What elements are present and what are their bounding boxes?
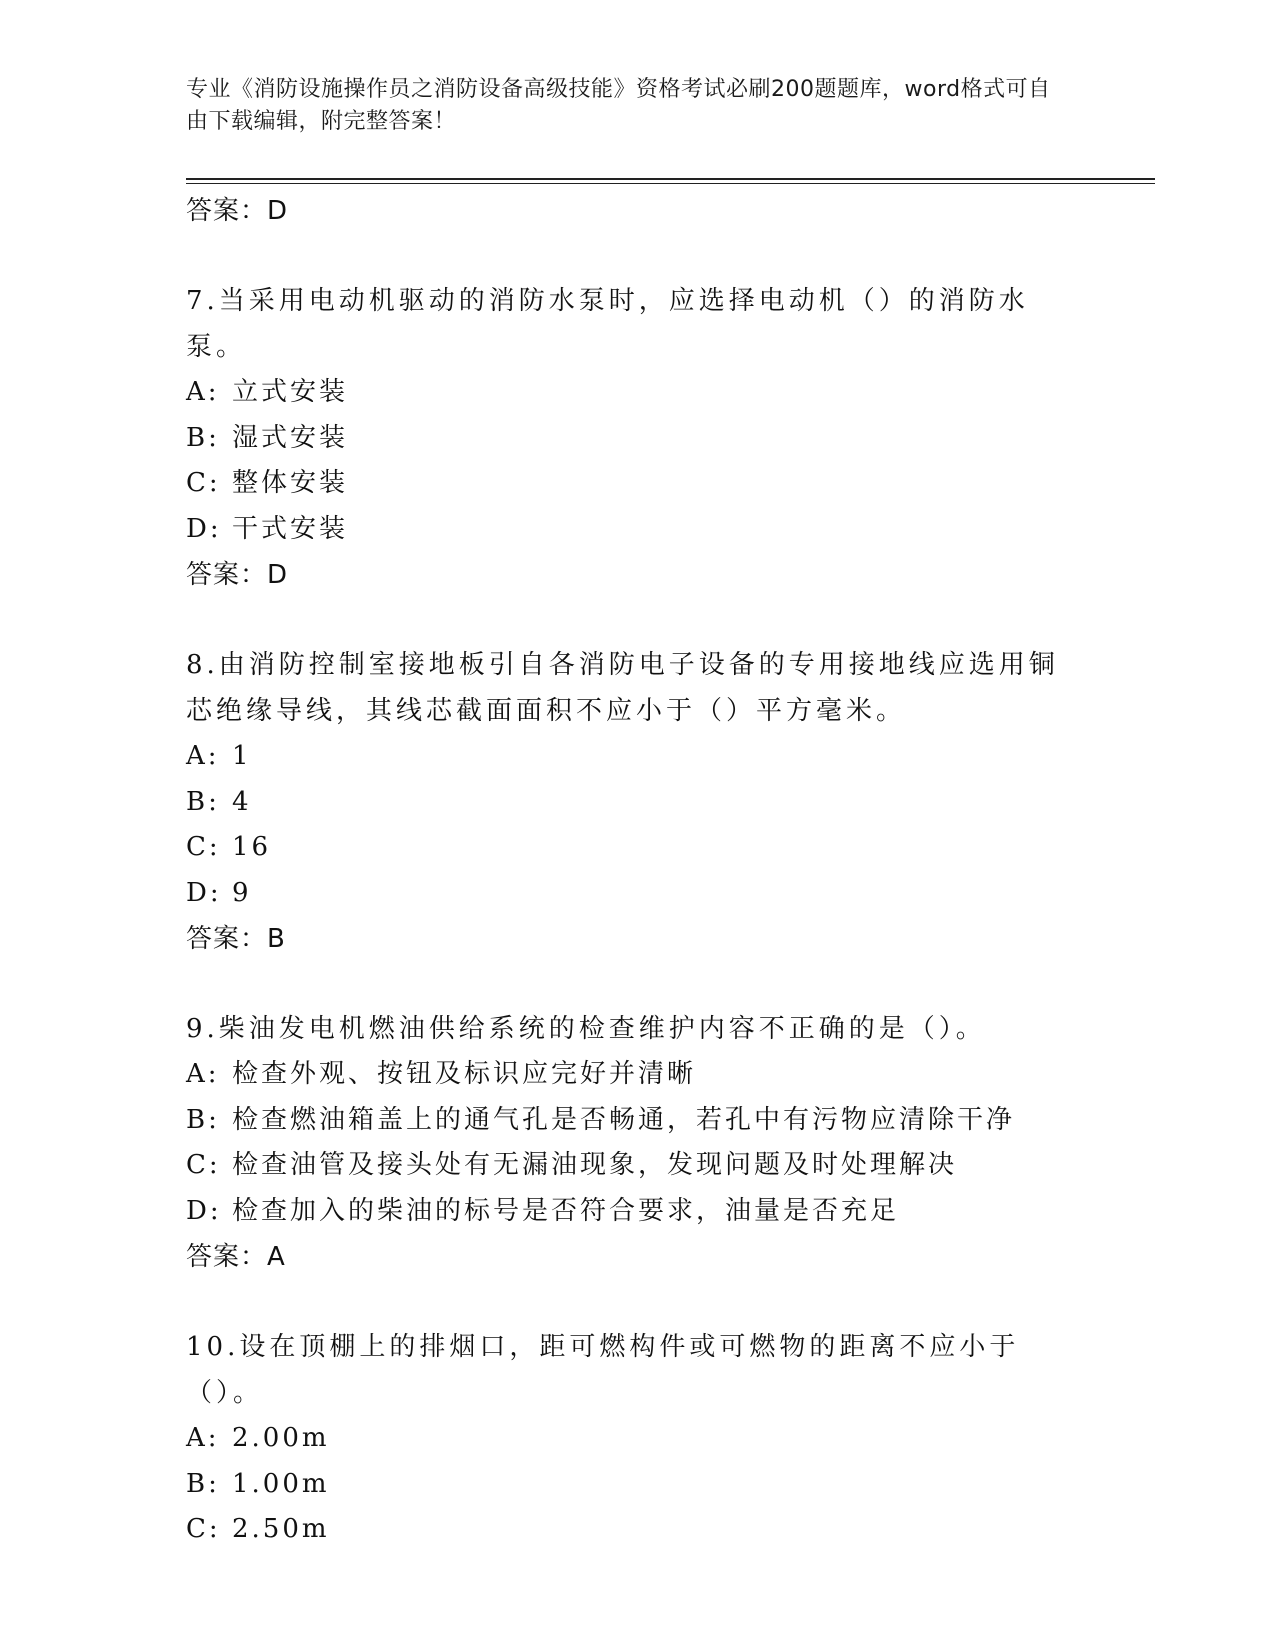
option-key: D:	[186, 513, 222, 544]
option-text: 检查加入的柴油的标号是否符合要求，油量是否充足	[232, 1195, 900, 1226]
option-key: B:	[186, 1468, 220, 1499]
option-key: D:	[186, 877, 222, 908]
option-text: 检查外观、按钮及标识应完好并清晰	[232, 1059, 697, 1089]
question-text: 8.由消防控制室接地板引自各消防电子设备的专用接地线应选用铜芯绝缘导线，其线芯截面面积不应小于（）平方毫米。	[186, 650, 1059, 726]
option-text: 2.50m	[232, 1514, 330, 1544]
option-c	[186, 1143, 1086, 1189]
option-b	[186, 1462, 1086, 1508]
option-text: 整体安装	[232, 468, 349, 498]
question-text: 9.柴油发电机燃油供给系统的检查维护内容不正确的是（）。	[186, 1014, 986, 1044]
header-rule-thick	[186, 178, 1155, 180]
option-text: 立式安装	[232, 377, 349, 407]
option-text: 2.00m	[232, 1423, 330, 1453]
answer-line: 答案：D	[186, 196, 289, 226]
option-b	[186, 416, 1086, 462]
answer-line: 答案：B	[186, 924, 286, 954]
option-d	[186, 871, 1086, 917]
option-d	[186, 1189, 1086, 1235]
option-a	[186, 1052, 1086, 1098]
option-c	[186, 461, 1086, 507]
question-list	[186, 188, 1086, 1553]
option-c	[186, 1507, 1086, 1553]
option-text: 检查燃油箱盖上的通气孔是否畅通，若孔中有污物应清除干净	[232, 1104, 1016, 1135]
question-text: 10.设在顶棚上的排烟口，距可燃构件或可燃物的距离不应小于（）。	[186, 1332, 1020, 1408]
option-key: C:	[186, 468, 221, 498]
answer-line: 答案：A	[186, 1242, 286, 1272]
option-key: B:	[186, 786, 220, 817]
option-text: 检查油管及接头处有无漏油现象，发现问题及时处理解决	[232, 1150, 958, 1180]
option-key: B:	[186, 422, 220, 453]
document-header: 专业《消防设施操作员之消防设备高级技能》资格考试必刷200题题库，word格式可自由下载编辑，附完整答案！	[186, 77, 1051, 134]
option-d	[186, 507, 1086, 553]
header-rule-thin	[186, 183, 1155, 184]
option-key: A:	[186, 1423, 220, 1453]
option-key: A:	[186, 1059, 220, 1089]
question-text: 7.当采用电动机驱动的消防水泵时，应选择电动机（）的消防水泵。	[186, 286, 1029, 362]
option-a	[186, 370, 1086, 416]
option-text: 9	[232, 877, 252, 908]
answer-line: 答案：D	[186, 560, 289, 590]
option-text: 1	[232, 741, 252, 771]
option-text: 4	[232, 786, 252, 817]
option-key: C:	[186, 1150, 221, 1180]
option-c	[186, 825, 1086, 871]
option-a	[186, 734, 1086, 780]
option-key: C:	[186, 832, 221, 862]
option-b	[186, 780, 1086, 826]
option-key: A:	[186, 741, 220, 771]
option-b	[186, 1098, 1086, 1144]
option-text: 16	[232, 832, 272, 862]
option-a	[186, 1416, 1086, 1462]
option-key: A:	[186, 377, 220, 407]
option-key: B:	[186, 1104, 220, 1135]
option-text: 湿式安装	[232, 422, 349, 453]
option-key: C:	[186, 1514, 221, 1544]
option-text: 干式安装	[232, 513, 349, 544]
option-key: D:	[186, 1195, 222, 1226]
option-text: 1.00m	[232, 1468, 330, 1499]
